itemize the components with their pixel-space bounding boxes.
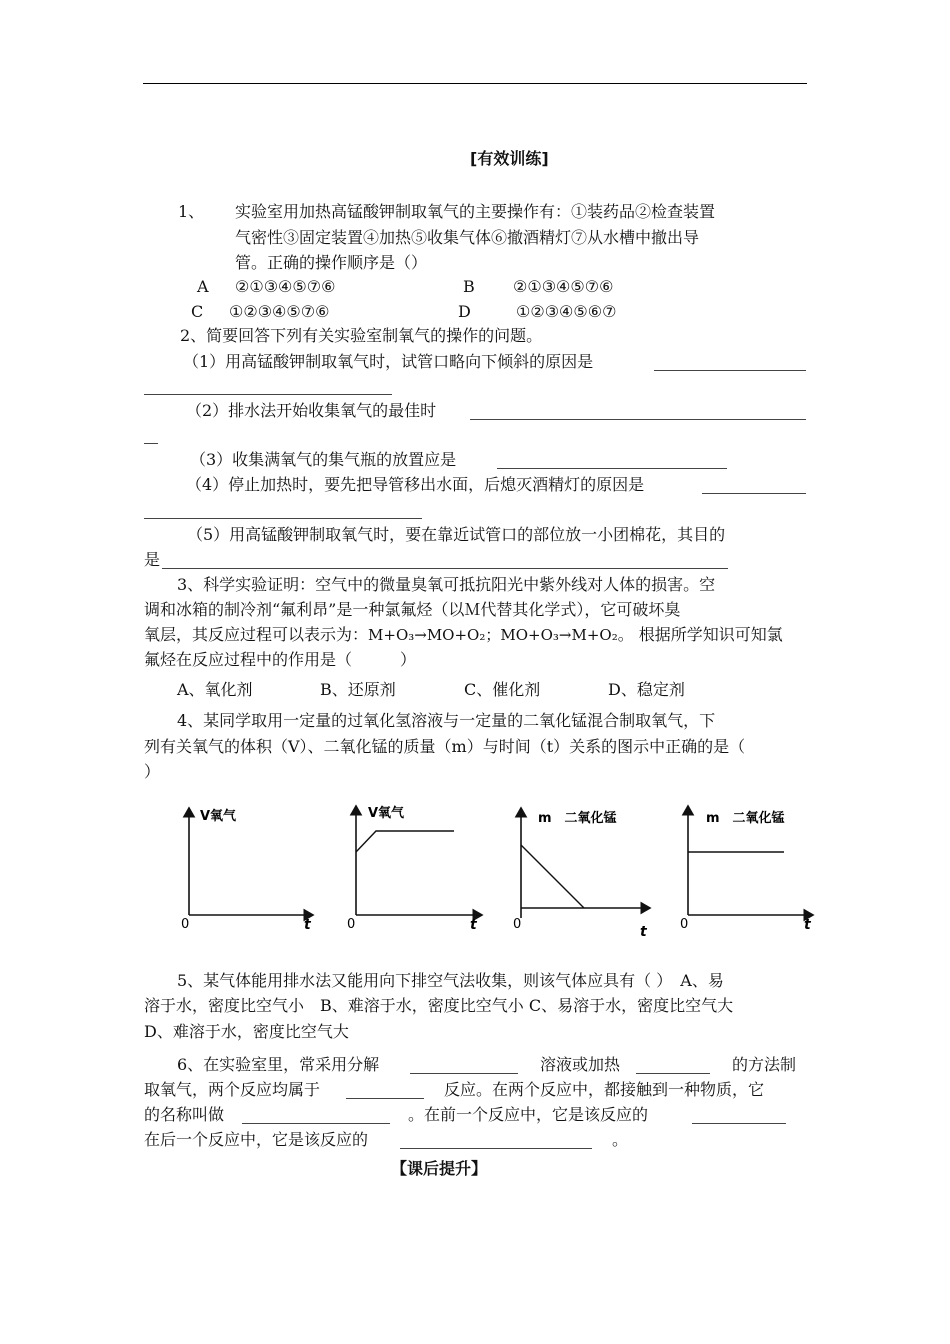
q1-option-b-text: ②①③④⑤⑦⑥ bbox=[513, 277, 614, 296]
q2-part1-blank bbox=[654, 370, 806, 371]
footer-title: 【课后提升】 bbox=[391, 1159, 488, 1178]
graph-1-origin: 0 bbox=[181, 917, 190, 932]
q2-part2-blank-cont bbox=[144, 443, 158, 444]
q2-part3-blank bbox=[497, 468, 727, 469]
q2-part5-line1: （5）用高锰酸钾制取氧气时，要在靠近试管口的部位放一小团棉花，其目的 bbox=[187, 525, 726, 544]
q2-part2-blank bbox=[470, 419, 806, 420]
q5-line2: 溶于水，密度比空气小 B、难溶于水，密度比空气小 C、易溶于水，密度比空气大 bbox=[144, 996, 734, 1015]
graph-4-origin: 0 bbox=[680, 917, 689, 932]
q4-graphs bbox=[0, 790, 950, 950]
q2-part1-blank-cont bbox=[144, 394, 392, 395]
q3-equation-separator: ； bbox=[485, 626, 501, 644]
q1-line2: 气密性③固定装置④加热⑤收集气体⑥撤酒精灯⑦从水槽中撤出导 bbox=[235, 228, 700, 247]
graph-2-curve bbox=[356, 831, 454, 852]
graph-3-xlabel: t bbox=[640, 924, 647, 940]
graph-3 bbox=[513, 808, 650, 940]
q3-line2: 调和冰箱的制冷剂“氟利昂”是一种氯氟烃（以Ｍ代替其化学式），它可破坏臭 bbox=[144, 600, 681, 619]
graph-2-origin: 0 bbox=[347, 917, 356, 932]
q3-option-b: B、还原剂 bbox=[320, 680, 396, 699]
graph-1-ylabel: V氧气 bbox=[200, 809, 237, 824]
q6-line1-c: 的方法制 bbox=[732, 1055, 797, 1074]
q3-option-c: C、催化剂 bbox=[464, 680, 541, 699]
q6-line2-b: 反应。在两个反应中，都接触到一种物质，它 bbox=[444, 1080, 765, 1099]
q6-blank-2 bbox=[636, 1073, 710, 1074]
q6-line4-b: 。 bbox=[612, 1130, 629, 1149]
q1-option-b-label: B bbox=[463, 277, 475, 296]
q1-option-d-text: ①②③④⑤⑥⑦ bbox=[516, 302, 617, 321]
q6-blank-1 bbox=[410, 1073, 518, 1074]
graph-2-xlabel: t bbox=[470, 917, 477, 933]
graph-1-xlabel: t bbox=[304, 917, 311, 933]
q5-line3: D、难溶于水，密度比空气大 bbox=[144, 1022, 349, 1041]
graph-3-origin: 0 bbox=[513, 917, 522, 932]
q3-line3-text: 氧层，其反应过程可以表示为： bbox=[144, 625, 369, 644]
q1-option-a-text: ②①③④⑤⑦⑥ bbox=[235, 277, 336, 296]
q3-line3 bbox=[144, 627, 783, 643]
q3-line4: 氟烃在反应过程中的作用是（ ） bbox=[144, 650, 417, 669]
q1-line1: 实验室用加热高锰酸钾制取氧气的主要操作有：①装药品②检查装置 bbox=[235, 202, 716, 221]
q4-line1: 4、某同学取用一定量的过氧化氢溶液与一定量的二氧化锰混合制取氧气，下 bbox=[177, 711, 716, 730]
q5-line1: 5、某气体能用排水法又能用向下排空气法收集，则该气体应具有（ ） A、易 bbox=[177, 971, 724, 990]
q4-line2: 列有关氧气的体积（V）、二氧化锰的质量（m）与时间（t）关系的图示中正确的是（ bbox=[144, 737, 746, 756]
graph-2 bbox=[347, 805, 482, 933]
graph-4 bbox=[680, 806, 813, 933]
q3-option-a: A、氧化剂 bbox=[177, 680, 253, 699]
q3-equation-1: M+O₃→MO+O₂ bbox=[368, 626, 486, 644]
q3-equation-2: MO+O₃→M+O₂ bbox=[500, 626, 618, 644]
q2-part3: （3）收集满氧气的集气瓶的放置应是 bbox=[190, 450, 457, 469]
q2-part5-line2: 是 bbox=[144, 550, 161, 569]
q1-option-c-text: ①②③④⑤⑦⑥ bbox=[229, 302, 330, 321]
q2-part2: （2）排水法开始收集氧气的最佳时 bbox=[186, 401, 437, 420]
section-title: [有效训练] bbox=[470, 149, 549, 168]
q2-part1: （1）用高锰酸钾制取氧气时，试管口略向下倾斜的原因是 bbox=[183, 352, 594, 371]
q3-option-d: D、稳定剂 bbox=[608, 680, 685, 699]
q6-blank-6 bbox=[400, 1148, 592, 1149]
q2-part4-blank bbox=[702, 493, 806, 494]
q6-line2-a: 取氧气，两个反应均属于 bbox=[144, 1080, 321, 1099]
graph-2-ylabel: V氧气 bbox=[368, 806, 405, 821]
q2-part5-blank bbox=[162, 568, 728, 569]
q2-intro: 2、简要回答下列有关实验室制氧气的操作的问题。 bbox=[180, 326, 543, 345]
graph-4-ylabel: m 二氧化锰 bbox=[706, 811, 785, 826]
q6-line1-a: 6、在实验室里，常采用分解 bbox=[177, 1055, 380, 1074]
q3-line1: 3、科学实验证明：空气中的微量臭氧可抵抗阳光中紫外线对人体的损害。空 bbox=[177, 575, 716, 594]
q2-part4-blank-cont bbox=[144, 518, 422, 519]
q2-part4: （4）停止加热时，要先把导管移出水面，后熄灭酒精灯的原因是 bbox=[186, 475, 645, 494]
q1-number: 1、 bbox=[178, 202, 205, 221]
q3-line3-tail: 。 根据所学知识可知氯 bbox=[617, 625, 783, 644]
q6-line3-b: 。在前一个反应中，它是该反应的 bbox=[408, 1105, 649, 1124]
graph-4-xlabel: t bbox=[804, 917, 811, 933]
q6-line1-b: 溶液或加热 bbox=[540, 1055, 621, 1074]
q6-line3-a: 的名称叫做 bbox=[144, 1105, 225, 1124]
q6-blank-5 bbox=[692, 1123, 786, 1124]
q6-blank-3 bbox=[346, 1098, 424, 1099]
q1-line3: 管。正确的操作顺序是（） bbox=[235, 253, 428, 272]
q6-line4-a: 在后一个反应中，它是该反应的 bbox=[144, 1130, 369, 1149]
q1-option-a-label: A bbox=[197, 277, 209, 296]
graph-3-ylabel: m 二氧化锰 bbox=[538, 811, 617, 826]
header-rule bbox=[143, 83, 807, 84]
q1-option-c-label: C bbox=[191, 302, 204, 321]
q1-option-d-label: D bbox=[458, 302, 471, 321]
q4-line3: ） bbox=[144, 762, 161, 781]
graph-1 bbox=[181, 808, 313, 933]
q6-blank-4 bbox=[242, 1123, 390, 1124]
graph-3-curve bbox=[521, 845, 584, 908]
